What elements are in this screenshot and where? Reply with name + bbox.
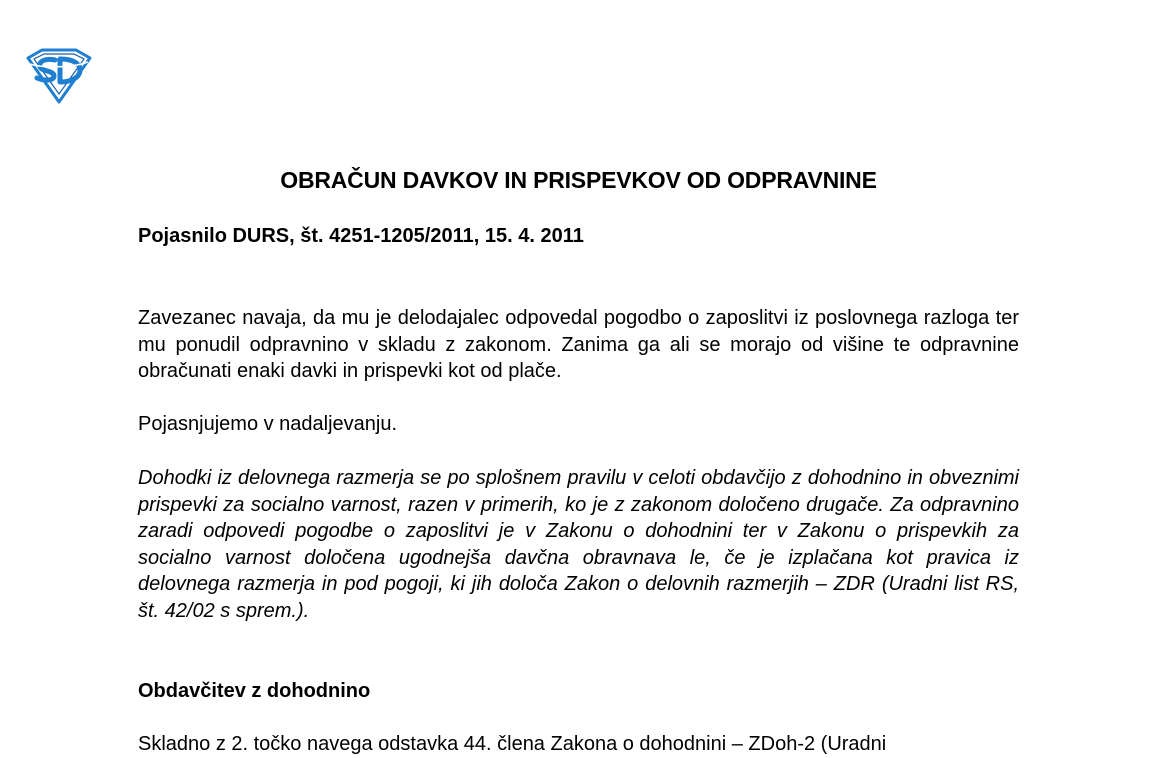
paragraph-question: Zavezanec navaja, da mu je delodajalec odpovedal pogodbo o zaposlitvi iz poslovnega razloga ter mu ponudil odpravnino v skladu z zakonom. Zanima ga ali se morajo od višine te odpravnine obračunati enaki davki in prispevki kot od plače. [138, 307, 1019, 382]
paragraph-italic-rule: Dohodki iz delovnega razmerja se po splošnem pravilu v celoti obdavčijo z dohodnino in obveznimi prispevki za socialno varnost, razen v primerih, ko je z zakonom določeno drugače. Za odpravnino zaradi odpovedi pogodbe o zaposlitvi je v Zakonu o dohodnini ter v Zakonu o prispevkih za socialno varnost določena ugodnejša davčna obravnava le, če je izplačana kot pravica iz delovnega razmerja in pod pogoji, ki jih določa Zakon o delovnih razmerjih – ZDR (Uradni list RS, št. 42/02 s sprem.). [138, 467, 1019, 622]
document-subtitle: Pojasnilo DURS, št. 4251-1205/2011, 15. 4. 2011 [138, 225, 584, 247]
logo-shield-sd [22, 48, 96, 104]
document-title: OBRAČUN DAVKOV IN PRISPEVKOV OD ODPRAVNINE [280, 167, 877, 193]
paragraph-partial: Skladno z 2. točko navega odstavka 44. člena Zakona o dohodnini – ZDoh-2 (Uradni [138, 733, 887, 755]
section-heading: Obdavčitev z dohodnino [138, 680, 371, 702]
paragraph-intro: Pojasnjujemo v nadaljevanju. [138, 413, 398, 435]
